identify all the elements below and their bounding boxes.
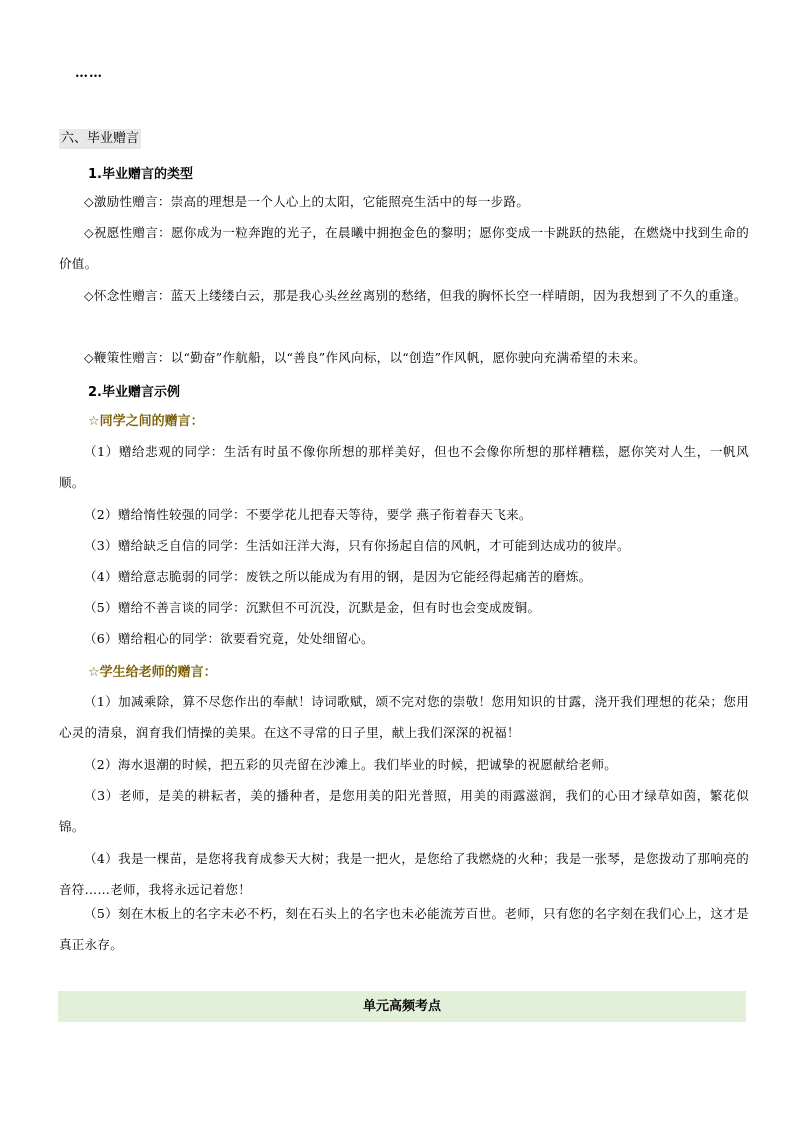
ellipsis-text: …… — [75, 66, 103, 81]
type-item-1: ◇激励性赠言：崇高的理想是一个人心上的太阳，它能照亮生活中的每一步路。 — [84, 194, 530, 209]
teacher-item-1: （1）加减乘除，算不尽您作出的奉献！诗词歌赋，颂不完对您的崇敬！您用知识的甘露，浇开我们理想的花朵；您用心灵的清泉，润育我们情操的美果。在这不寻常的日子里，献上我们深深的祝福！ — [59, 694, 749, 740]
teachers-title: ☆学生给老师的赠言： — [88, 665, 217, 680]
footer-banner: 单元高频考点 — [58, 991, 746, 1022]
teacher-item-5: （5）刻在木板上的名字未必不朽，刻在石头上的名字也未必能流芳百世。老师，只有您的名字刻在我们心上，这才是真正永存。 — [59, 906, 749, 952]
type-item-3: ◇怀念性赠言：蓝天上缕缕白云，那是我心头丝丝离别的愁绪，但我的胸怀长空一样晴朗，因为我想到了不久的重逢。 — [84, 288, 747, 303]
classmate-item-6: （6）赠给粗心的同学：欲要看究竟，处处细留心。 — [84, 631, 374, 646]
section-title: 六、毕业赠言 — [59, 129, 141, 149]
classmate-item-4: （4）赠给意志脆弱的同学：废铁之所以能成为有用的钢，是因为它能经得起痛苦的磨炼。 — [84, 569, 592, 584]
type-item-4: ◇鞭策性赠言：以“勤奋”作航船，以“善良”作风向标，以“创造”作风帆，愿你驶向充满希望的未来。 — [84, 350, 647, 365]
classmate-item-2: （2）赠给惰性较强的同学：不要学花儿把春天等待，要学 燕子衔着春天飞来。 — [84, 507, 532, 522]
teacher-item-4: （4）我是一棵苗，是您将我育成参天大树；我是一把火，是您给了我燃烧的火种；我是一张琴，是您拨动了那响亮的音符……老师，我将永远记着您！ — [59, 851, 749, 897]
classmate-item-1: （1）赠给悲观的同学：生活有时虽不像你所想的那样美好，但也不会像你所想的那样糟糕，愿你笑对人生，一帆风顺。 — [59, 444, 749, 490]
type-item-2: ◇祝愿性赠言：愿你成为一粒奔跑的光子，在晨曦中拥抱金色的黎明；愿你变成一卡跳跃的热能，在燃烧中找到生命的价值。 — [59, 225, 749, 271]
classmates-title: ☆同学之间的赠言： — [88, 414, 204, 429]
classmate-item-3: （3）赠给缺乏自信的同学：生活如汪洋大海，只有你扬起自信的风帆，才可能到达成功的彼岸。 — [84, 538, 630, 553]
types-heading: 1.毕业赠言的类型 — [88, 167, 193, 182]
teacher-item-3: （3）老师，是美的耕耘者，美的播种者，是您用美的阳光普照，用美的雨露滋润，我们的心田才绿草如茵，繁花似锦。 — [59, 788, 749, 834]
classmate-item-5: （5）赠给不善言谈的同学：沉默但不可沉没，沉默是金，但有时也会变成废铜。 — [84, 600, 541, 615]
teacher-item-2: （2）海水退潮的时候，把五彩的贝壳留在沙滩上。我们毕业的时候，把诚挚的祝愿献给老师。 — [84, 757, 618, 772]
examples-heading: 2.毕业赠言示例 — [88, 385, 180, 400]
